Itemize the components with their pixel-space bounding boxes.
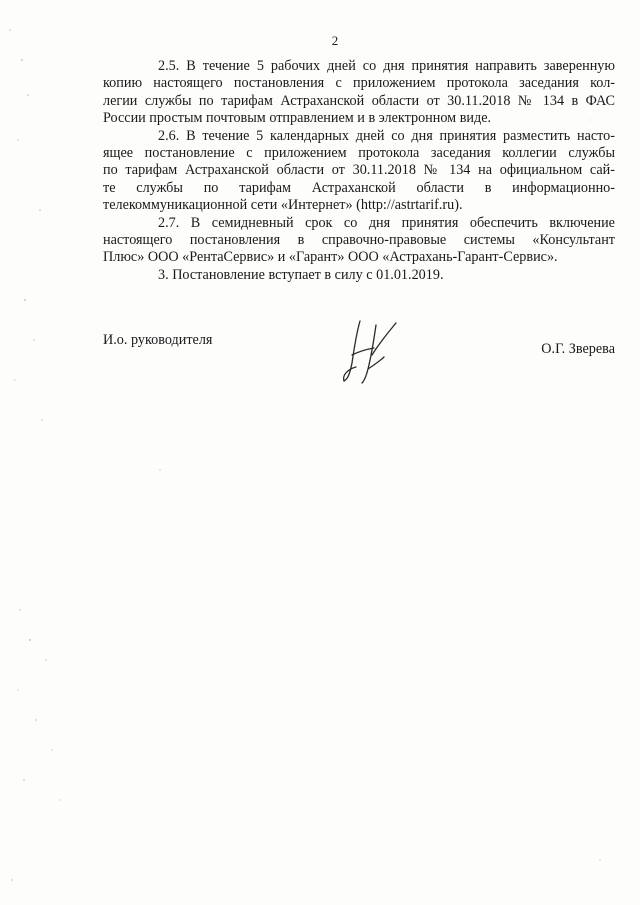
paragraph-line: ящее постановление с приложением протокола заседания коллегии службы [103, 145, 615, 162]
paragraph-line: 2.6. В течение 5 календарных дней со дня принятия разместить насто- [158, 127, 615, 144]
paragraph-line: Плюс» ООО «РентаСервис» и «Гарант» ООО «Астрахань-Гарант-Сервис». [103, 249, 558, 266]
paragraph-line: копию настоящего постановления с приложением протокола заседания кол- [103, 75, 615, 92]
paragraph-line: по тарифам Астраханской области от 30.11.2018 № 134 на официальном сай- [103, 162, 615, 179]
document-body [103, 58, 615, 284]
paragraph-line: настоящего постановления в справочно-правовые системы «Консультант [103, 232, 615, 249]
paragraph-line: 2.5. В течение 5 рабочих дней со дня принятия направить заверенную [158, 58, 615, 74]
signature-block [103, 327, 615, 387]
paragraph-line: те службы по тарифам Астраханской области в информационно- [103, 179, 615, 196]
paragraph-line: 2.7. В семидневный срок со дня принятия обеспечить включение [158, 214, 615, 231]
signatory-name: О.Г. Зверева [541, 341, 615, 357]
paragraph-line: России простым почтовым отправлением и в электронном виде. [103, 110, 492, 127]
signatory-title: И.о. руководителя [103, 332, 213, 348]
paragraph-line: 3. Постановление вступает в силу с 01.01.2019. [158, 266, 444, 283]
handwritten-signature [338, 315, 406, 387]
paragraph-line: легии службы по тарифам Астраханской области от 30.11.2018 № 134 в ФАС [103, 92, 615, 109]
page-number: 2 [331, 33, 339, 48]
paragraph-line: телекоммуникационной сети «Интернет» (http://astrtarif.ru). [103, 197, 463, 214]
